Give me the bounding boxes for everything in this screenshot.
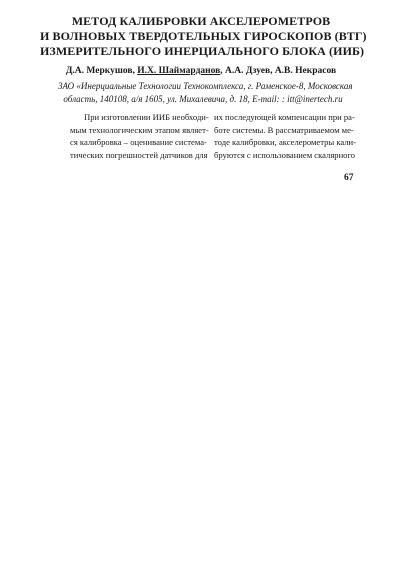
body-line: При изготовлении ИИБ необходи- [84,112,209,122]
body-line: бруются с использованием скалярного [214,149,356,160]
body-line: тических погрешностей датчиков для [70,149,208,160]
body-column-left [70,111,209,161]
presenting-author: И.Х. Шаймарданов [137,66,221,76]
author-list [40,66,362,76]
authors-before: Д.А. Меркушов, [65,66,138,76]
body-line: боте системы. В рассматриваемом ме- [214,124,354,135]
affiliation-line-2: область, 140108, а/я 1605, ул. Михалевича, д. 18, E-mail: : itt@inertech.ru [63,93,343,104]
body-column-right [214,111,357,161]
body-line: ся калибровка – оценивание система- [70,137,207,147]
title-line-2: И ВОЛНОВЫХ ТВЕРДОТЕЛЬНЫХ ГИРОСКОПОВ (ВТГ) [40,29,367,43]
title-line-3: ИЗМЕРИТЕЛЬНОГО ИНЕРЦИАЛЬНОГО БЛОКА (ИИБ) [40,44,365,58]
body-line: тоде калибровки, акселерометры кали- [214,137,357,147]
page-number: 67 [344,173,354,183]
body-line: мым технологическим этапом являет- [70,124,209,135]
affiliation-line-1: ЗАО «Инерциальные Технологии Технокомплекса, г. Раменское-8, Московская [58,81,353,91]
paper-title [40,14,367,59]
affiliation [58,80,353,105]
body-line: их последующей компенсации при ра- [214,112,355,122]
authors-after: , А.А. Дзуев, А.В. Некрасов [220,66,337,76]
title-line-1: МЕТОД КАЛИБРОВКИ АКСЕЛЕРОМЕТРОВ [71,14,331,28]
